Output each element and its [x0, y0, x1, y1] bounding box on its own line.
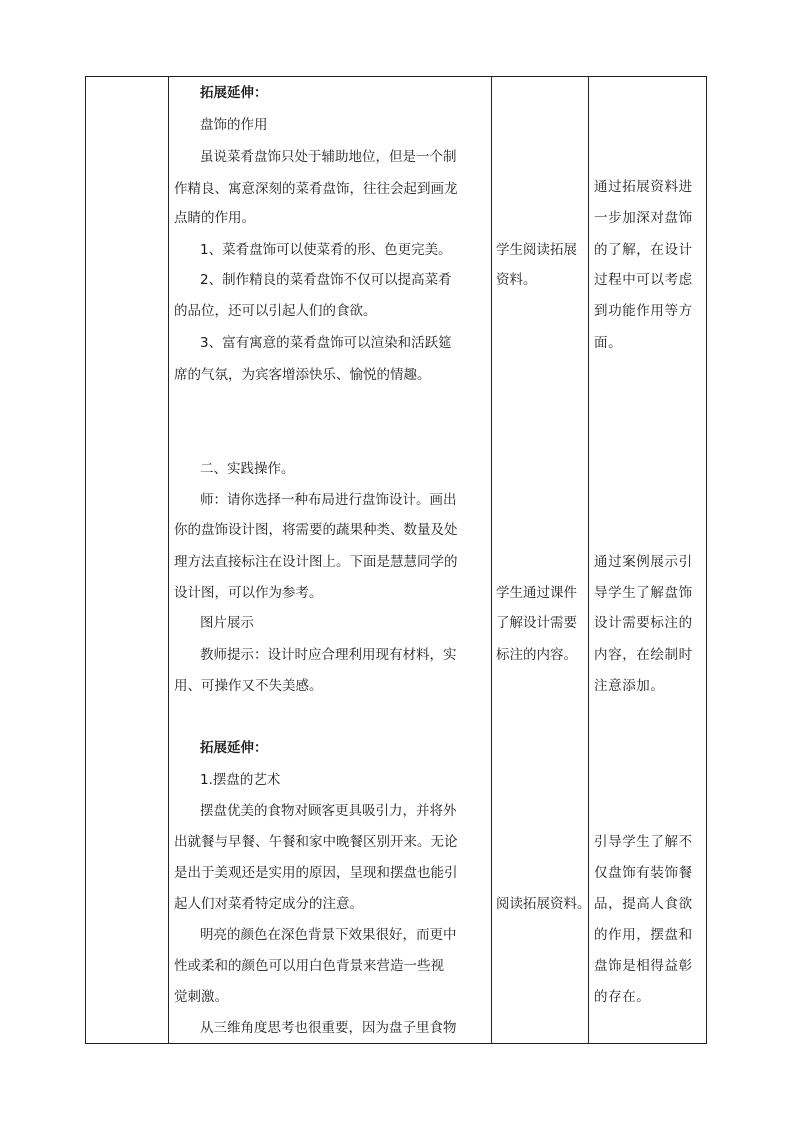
text-line: 盘饰是相得益彰: [594, 958, 693, 974]
text-line: 2、制作精良的菜肴盘饰不仅可以提高菜肴: [200, 272, 452, 288]
text-line: 理方法直接标注在设计图上。下面是慧慧同学的: [174, 554, 458, 570]
text-line: 1.摆盘的艺术: [200, 772, 281, 788]
text-line: 出就餐与早餐、午餐和家中晚餐区别开来。无论: [174, 834, 458, 850]
text-line: 了解设计需要: [496, 615, 577, 631]
text-line: 拓展延伸：: [200, 85, 268, 101]
text-line: 图片展示: [200, 615, 254, 631]
column-divider: [168, 77, 169, 1043]
text-line: 的了解，在设计: [594, 242, 693, 258]
text-line: 虽说菜肴盘饰只处于辅助地位，但是一个制: [200, 149, 457, 165]
text-line: 3、富有寓意的菜肴盘饰可以渲染和活跃筵: [200, 335, 452, 351]
text-line: 拓展延伸：: [200, 740, 268, 756]
text-line: 标注的内容。: [496, 647, 577, 663]
text-line: 到功能作用等方: [594, 303, 693, 319]
text-line: 的品位，还可以引起人们的食欲。: [174, 303, 377, 319]
text-line: 的作用，摆盘和: [594, 927, 693, 943]
text-line: 摆盘优美的食物对顾客更具吸引力，并将外: [200, 803, 457, 819]
text-line: 学生阅读拓展: [496, 242, 577, 258]
text-line: 导学生了解盘饰: [594, 585, 693, 601]
text-line: 仅盘饰有装饰餐: [594, 865, 693, 881]
text-line: 从三维角度思考也很重要，因为盘子里食物: [200, 1020, 457, 1036]
column-divider: [491, 77, 492, 1043]
text-line: 阅读拓展资料。: [496, 896, 591, 912]
text-line: 起人们对菜肴特定成分的注意。: [174, 896, 363, 912]
text-line: 内容，在绘制时: [594, 647, 693, 663]
text-line: 设计图，可以作为参考。: [174, 585, 323, 601]
text-line: 引导学生了解不: [594, 834, 693, 850]
text-line: 教师提示：设计时应合理利用现有材料，实: [200, 647, 457, 663]
text-line: 作精良、寓意深刻的菜肴盘饰，往往会起到画龙: [174, 181, 458, 197]
text-line: 觉刺激。: [174, 989, 228, 1005]
text-line: 性或柔和的颜色可以用白色背景来营造一些视: [174, 958, 444, 974]
text-line: 品，提高人食欲: [594, 896, 693, 912]
text-line: 学生通过课件: [496, 585, 577, 601]
text-line: 席的气氛，为宾客增添快乐、愉悦的情趣。: [174, 367, 431, 383]
text-line: 明亮的颜色在深色背景下效果很好，而更中: [200, 927, 457, 943]
text-line: 设计需要标注的: [594, 615, 693, 631]
text-line: 师：请你选择一种布局进行盘饰设计。画出: [200, 492, 457, 508]
text-line: 盘饰的作用: [200, 117, 268, 133]
text-line: 资料。: [496, 272, 537, 288]
text-line: 一步加深对盘饰: [594, 210, 693, 226]
text-line: 1、菜肴盘饰可以使菜肴的形、色更完美。: [200, 242, 452, 258]
text-line: 用、可操作又不失美感。: [174, 678, 323, 694]
text-line: 通过拓展资料进: [594, 179, 693, 195]
text-line: 二、实践操作。: [200, 461, 295, 477]
text-line: 过程中可以考虑: [594, 272, 693, 288]
lesson-table: [85, 76, 707, 1044]
text-line: 面。: [594, 335, 623, 351]
text-line: 点睛的作用。: [174, 210, 255, 226]
text-line: 注意添加。: [594, 678, 665, 694]
text-line: 是出于美观还是实用的原因，呈现和摆盘也能引: [174, 865, 458, 881]
text-line: 你的盘饰设计图，将需要的蔬果种类、数量及处: [174, 522, 458, 538]
text-line: 通过案例展示引: [594, 554, 693, 570]
text-line: 的存在。: [594, 989, 651, 1005]
